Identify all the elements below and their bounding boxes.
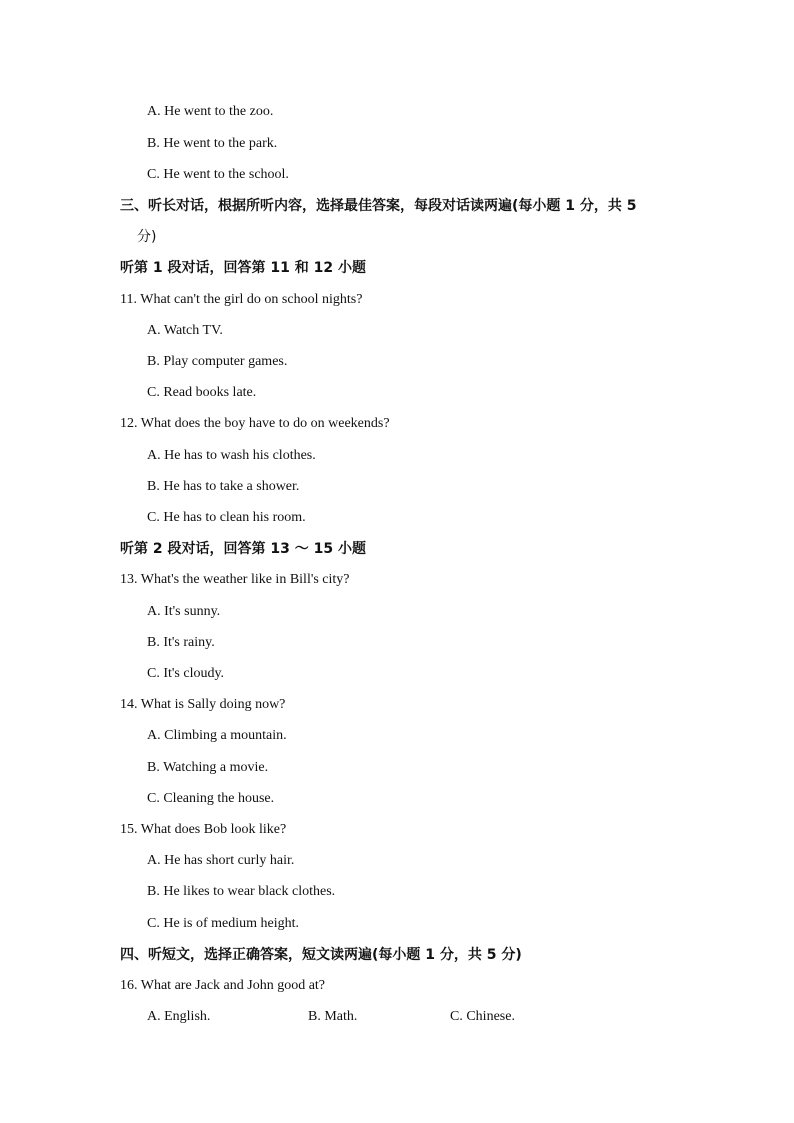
q14-option-b: B. Watching a movie.: [147, 760, 269, 775]
q16-option-b: B. Math.: [308, 1009, 358, 1024]
q12-option-c: C. He has to clean his room.: [147, 510, 306, 525]
q10-option-a: A. He went to the zoo.: [147, 104, 274, 119]
question-16: 16. What are Jack and John good at?: [120, 978, 326, 993]
q13-option-a: A. It's sunny.: [147, 604, 221, 619]
q15-option-b: B. He likes to wear black clothes.: [147, 884, 336, 899]
section3-part2-heading: 听第 2 段对话，回答第 13 ～ 15 小题: [120, 541, 366, 557]
question-14: 14. What is Sally doing now?: [120, 697, 286, 712]
q11-option-b: B. Play computer games.: [147, 354, 288, 369]
section3-title: 三、听长对话，根据所听内容，选择最佳答案，每段对话读两遍(每小题 1 分，共 5: [120, 198, 637, 214]
q15-option-a: A. He has short curly hair.: [147, 853, 295, 868]
question-15: 15. What does Bob look like?: [120, 822, 287, 837]
q10-option-c: C. He went to the school.: [147, 167, 289, 182]
q10-option-b: B. He went to the park.: [147, 136, 278, 151]
q12-option-a: A. He has to wash his clothes.: [147, 448, 316, 463]
question-11: 11. What can't the girl do on school nights?: [120, 292, 363, 307]
q15-option-c: C. He is of medium height.: [147, 916, 300, 931]
q14-option-a: A. Climbing a mountain.: [147, 728, 287, 743]
q16-option-c: C. Chinese.: [450, 1009, 515, 1024]
question-12: 12. What does the boy have to do on weekends?: [120, 416, 390, 431]
q13-option-b: B. It's rainy.: [147, 635, 215, 650]
section4-title: 四、听短文，选择正确答案，短文读两遍(每小题 1 分，共 5 分): [120, 947, 522, 963]
question-13: 13. What's the weather like in Bill's city?: [120, 572, 350, 587]
q13-option-c: C. It's cloudy.: [147, 666, 225, 681]
q12-option-b: B. He has to take a shower.: [147, 479, 300, 494]
section3-part1-heading: 听第 1 段对话，回答第 11 和 12 小题: [120, 260, 366, 276]
q14-option-c: C. Cleaning the house.: [147, 791, 275, 806]
q16-option-a: A. English.: [147, 1009, 211, 1024]
section3-title-cont: 分): [137, 229, 157, 245]
q11-option-a: A. Watch TV.: [147, 323, 223, 338]
q11-option-c: C. Read books late.: [147, 385, 257, 400]
